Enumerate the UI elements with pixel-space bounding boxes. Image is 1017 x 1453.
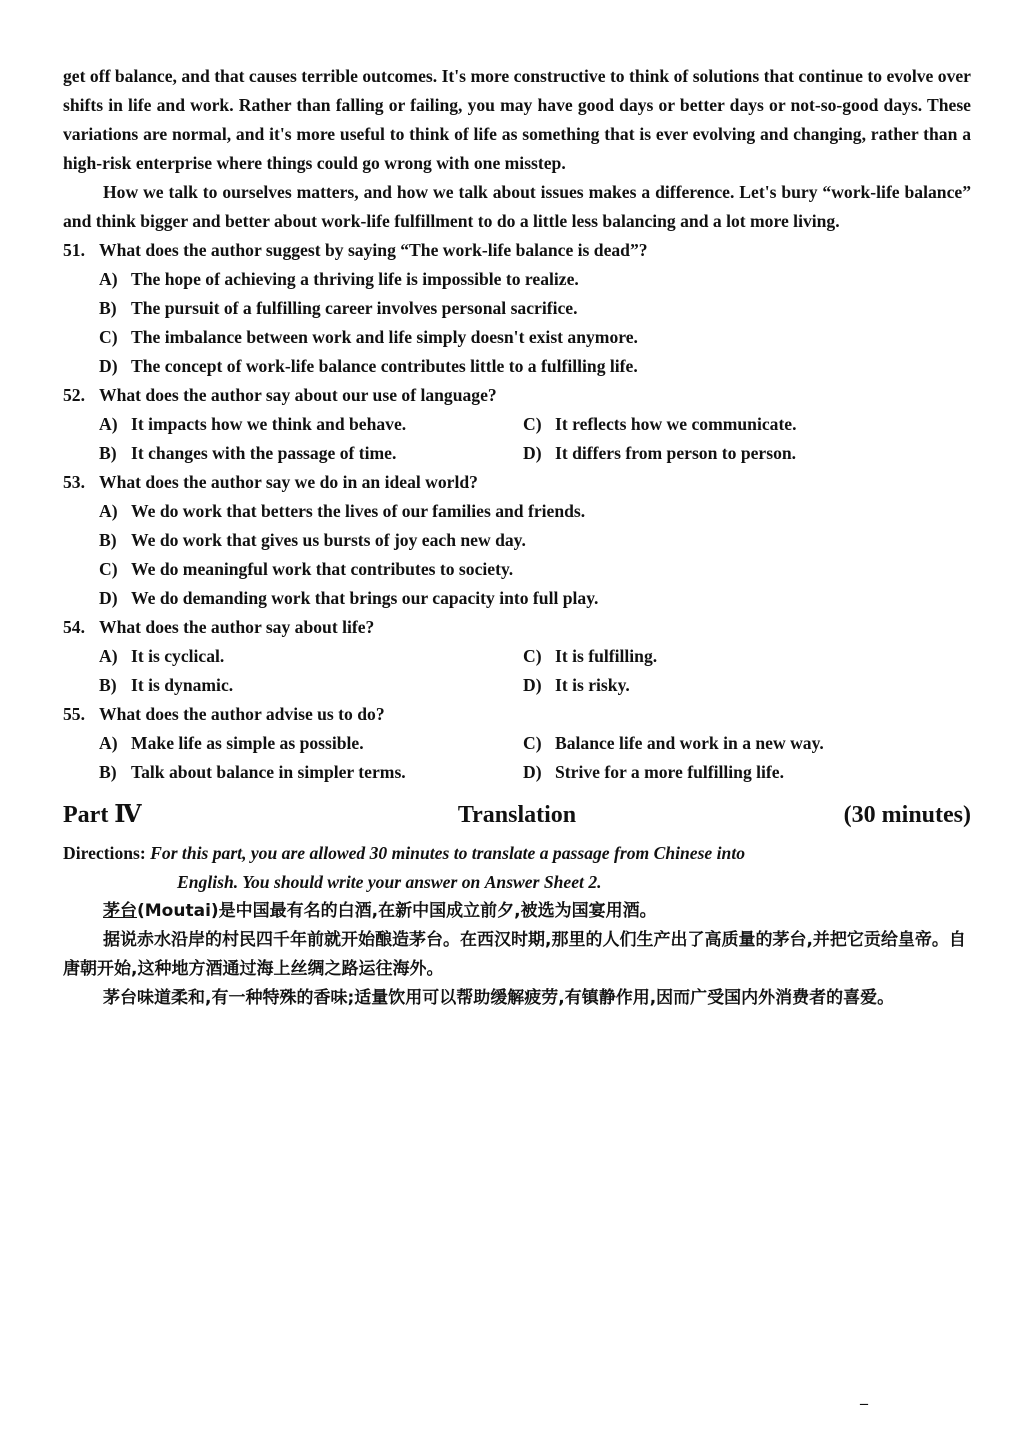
page-footer-mark: – — [860, 1395, 868, 1412]
option-c[interactable]: C) The imbalance between work and life simply doesn't exist anymore. — [99, 327, 638, 347]
option-d[interactable]: D) Strive for a more fulfilling life. — [523, 762, 785, 782]
directions-text: For this part, you are allowed 30 minutes to translate a passage from Chinese into — [150, 843, 746, 863]
question-number: 51. — [63, 240, 85, 260]
directions-label: Directions: — [63, 843, 146, 863]
passage-paragraph-2: How we talk to ourselves matters, and how we talk about issues makes a difference. Let's bury “work-life balance” and think bigger and better about work-life fulfillment to do a little less balancing and a lot more living. — [63, 182, 971, 231]
question-number: 55. — [63, 704, 85, 724]
part-label: Part Ⅳ — [63, 802, 142, 828]
question-text: What does the author say about life? — [99, 617, 375, 637]
option-row — [63, 439, 971, 468]
question-number: 53. — [63, 472, 85, 492]
question-stem — [63, 613, 971, 642]
option-a[interactable]: A) The hope of achieving a thriving life is impossible to realize. — [99, 269, 579, 289]
question-text: What does the author advise us to do? — [99, 704, 385, 724]
question-stem — [63, 700, 971, 729]
exam-page — [63, 62, 971, 1013]
question-text: What does the author say we do in an ideal world? — [99, 472, 478, 492]
question-stem — [63, 381, 971, 410]
directions-text-2: English. You should write your answer on — [177, 872, 481, 892]
option-b[interactable]: B) We do work that gives us bursts of joy each new day. — [99, 530, 526, 550]
question-55 — [63, 700, 971, 787]
option-a[interactable]: A) It impacts how we think and behave. — [99, 414, 407, 434]
option-a[interactable]: A) We do work that betters the lives of our families and friends. — [99, 501, 586, 521]
question-stem — [63, 236, 971, 265]
question-51 — [63, 236, 971, 381]
option-c[interactable]: C) Balance life and work in a new way. — [523, 733, 824, 753]
chinese-paragraph-1: 茅台(Moutai)是中国最有名的白酒,在新中国成立前夕,被选为国宴用酒。 — [103, 901, 657, 921]
option-b[interactable]: B) It is dynamic. — [99, 675, 234, 695]
option-d[interactable]: D) It differs from person to person. — [523, 443, 797, 463]
question-54 — [63, 613, 971, 700]
question-52 — [63, 381, 971, 468]
option-c[interactable]: C) We do meaningful work that contributes to society. — [99, 559, 514, 579]
option-row — [63, 410, 971, 439]
chinese-paragraph-3: 茅台味道柔和,有一种特殊的香味;适量饮用可以帮助缓解疲劳,有镇静作用,因而广受国内外消费者的喜爱。 — [103, 988, 895, 1008]
option-a[interactable]: A) Make life as simple as possible. — [99, 733, 364, 753]
option-row — [63, 642, 971, 671]
option-b[interactable]: B) Talk about balance in simpler terms. — [99, 762, 406, 782]
option-c[interactable]: C) It reflects how we communicate. — [523, 414, 797, 434]
question-53 — [63, 468, 971, 613]
directions-continued — [63, 868, 971, 897]
option-c[interactable]: C) It is fulfilling. — [523, 646, 658, 666]
passage-paragraph-1: get off balance, and that causes terrible outcomes. It's more constructive to think of solutions that continue to evolve over shifts in life and work. Rather than falling or failing, you may have good days or better days or not-so-good days. These variations are normal, and it's more useful to think of life as something that is ever evolving and changing, rather than a high-risk enterprise where things could go wrong with one misstep. — [63, 66, 971, 173]
part-title: Translation — [457, 802, 577, 828]
underlined-term: 茅台 — [103, 901, 137, 921]
answer-sheet-ref: Answer Sheet 2 — [484, 872, 598, 892]
option-row — [63, 758, 971, 787]
option-d[interactable]: D) We do demanding work that brings our capacity into full play. — [99, 588, 599, 608]
option-d[interactable]: D) It is risky. — [523, 675, 630, 695]
question-number: 54. — [63, 617, 85, 637]
question-stem — [63, 468, 971, 497]
directions — [63, 839, 971, 868]
option-d[interactable]: D) The concept of work-life balance contributes little to a fulfilling life. — [99, 356, 638, 376]
part-time: (30 minutes) — [843, 802, 971, 828]
chinese-paragraph-2: 据说赤水沿岸的村民四千年前就开始酿造茅台。在西汉时期,那里的人们生产出了高质量的茅台,并把它贡给皇帝。自唐朝开始,这种地方酒通过海上丝绸之路运往海外。 — [63, 930, 966, 979]
option-row — [63, 729, 971, 758]
directions-end: . — [597, 872, 602, 892]
part-4-header — [63, 799, 971, 839]
option-b[interactable]: B) It changes with the passage of time. — [99, 443, 397, 463]
option-row — [63, 671, 971, 700]
question-number: 52. — [63, 385, 85, 405]
option-b[interactable]: B) The pursuit of a fulfilling career involves personal sacrifice. — [99, 298, 578, 318]
question-text: What does the author suggest by saying “The work-life balance is dead”? — [99, 240, 648, 260]
question-text: What does the author say about our use of language? — [99, 385, 497, 405]
option-a[interactable]: A) It is cyclical. — [99, 646, 225, 666]
